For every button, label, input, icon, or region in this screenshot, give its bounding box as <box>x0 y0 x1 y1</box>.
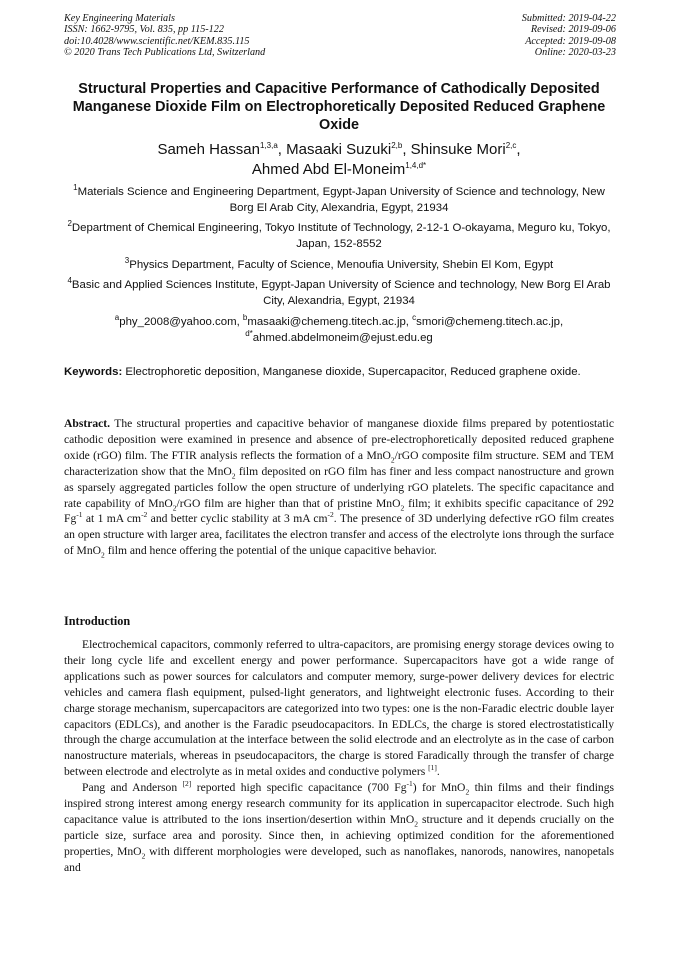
citation-link[interactable]: [1] <box>428 763 437 773</box>
keywords-label: Keywords: <box>64 366 123 378</box>
affiliation-4: $^4$Basic and Applied Sciences Institute, Egypt-Japan University of Science and technology, New Borg El Arab City, Alexandria, Egypt, 21934 <box>67 276 611 307</box>
email-link[interactable]: $^{d*}$ahmed.abdelmoneim@ejust.edu.eg <box>245 329 433 344</box>
affiliation-1: $^1$Materials Science and Engineering Department, Egypt-Japan University of Science and technology, New Borg El Arab City, Alexandria, Egypt, 21934 <box>73 183 605 214</box>
email-link[interactable]: $^a$phy_2008@yahoo.com, <box>114 313 243 328</box>
author: Masaaki Suzuki$^{2,b}$, <box>286 141 411 158</box>
copyright: © 2020 Trans Tech Publications Ltd, Switzerland <box>64 47 266 59</box>
paragraph: Pang and Anderson [2] reported high specific capacitance (700 $Fg^{-1}$) for MnO$_2$ thin films and their findings inspired strong interest among energy research community for its application in supercapacitor electrode. Such high capacitance value is attributed to the ions insertion/desertion within MnO$_2$ structure and it depends crucially on the particle size, surface area and porosity. Since then, in achieving optimized condition for the aforementioned properties, MnO$_2$ with different morphologies were developed, such as nanoflakes, nanorods, nanowires, nanopetals and <box>64 779 615 874</box>
submitted-date: Submitted: 2019-04-22 <box>521 13 616 24</box>
doi: doi:10.4028/www.scientific.net/KEM.835.115 <box>64 35 250 47</box>
citation-link[interactable]: [2] <box>182 779 192 789</box>
revised-date: Revised: 2019-09-06 <box>530 24 616 36</box>
journal-name: Key Engineering Materials <box>64 13 175 24</box>
dates-header <box>522 13 616 59</box>
affiliation-3: $^3$Physics Department, Faculty of Science, Menoufia University, Shebin El Kom, Egypt <box>124 256 554 271</box>
author-list <box>64 140 614 180</box>
paper-title: Structural Properties and Capacitive Performance of Cathodically Deposited Manganese Dioxide Film on Electrophoretically Deposited Reduced Graphene Oxide <box>72 81 606 133</box>
journal-header <box>64 13 265 59</box>
keywords <box>64 364 614 380</box>
keywords-text: Electrophoretic deposition, Manganese dioxide, Supercapacitor, Reduced graphene oxide. <box>125 366 581 378</box>
email-link[interactable]: $^c$smori@chemeng.titech.ac.jp, <box>412 313 564 328</box>
author: Ahmed Abd El-Moneim$^{1,4,d*}$ <box>251 161 427 178</box>
paragraph: Electrochemical capacitors, commonly referred to ultra-capacitors, are promising energy storage devices owing to their long cycle life and excellent energy and power performance. Supercapacitors have got a wide range of applications such as power sources for calculators and computer memory, surge-power delivery devices for electric vehicles and camera flash equipment, pulsed-light generators, and lightweight electronic fuses. According to their charge storage mechanism, supercapacitors are categorized into two types: one is the non-Faradic electric double layer capacitors (EDLCs), and another is the Faradic pseudocapacitors. In EDLCs, the charge is stored electrostatistically through the charge accumulation at the interface between the solid electrode and an electrolyte as in the case of carbon nanostructure materials, whereas in pseudocapacitors, the charge is stored Faradically through the transfer of charge between electrode and electrolyte as in metal oxides and conductive polymers [1]. <box>64 638 614 779</box>
accepted-date: Accepted: 2019-09-08 <box>525 35 616 47</box>
issn-volume: ISSN: 1662-9795, Vol. 835, pp 115-122 <box>64 24 224 36</box>
online-date: Online: 2020-03-23 <box>534 47 616 59</box>
author: Sameh Hassan$^{1,3,a}$, <box>157 141 287 158</box>
introduction-body <box>64 637 614 876</box>
email-list <box>64 314 614 346</box>
author: Shinsuke Mori$^{2,c}$, <box>410 141 521 158</box>
affiliation-2: $^2$Department of Chemical Engineering, Tokyo Institute of Technology, 2-12-1 O-okayama, Meguro ku, Tokyo, Japan, 152-8552 <box>67 219 611 250</box>
section-heading: Introduction <box>64 614 131 628</box>
abstract-label: Abstract. <box>64 417 111 430</box>
email-link[interactable]: $^b$masaaki@chemeng.titech.ac.jp, <box>242 313 413 328</box>
abstract: Abstract. The structural properties and capacitive behavior of manganese dioxide films prepared by potentiostatic cathodic deposition were examined in presence and absence of pre-electrophoretically deposited reduced graphene oxide (rGO) film. The FTIR analysis reflects the formation of a MnO$_2$/rGO composite film structure. SEM and TEM characterization show that the MnO$_2$ film deposited on rGO film has finer and less compact nanostructure and grown as sparsely aggregated particles follow the open structure of underlying rGO platelets. The specific capacitance and rate capability of MnO$_2$/rGO film are higher than that of pristine MnO$_2$ film; it exhibits specific capacitance of 292 $Fg^{-1}$ at 1 mA $cm^{-2}$ and better cyclic stability at 3 mA $cm^{-2}$. The presence of 3D underlying defective rGO film creates an open structure with larger area, facilitates the electron transfer and access of the electrolyte ions through the surface of MnO$_2$ film and hence offering the potential of the unique capacitive behavior. <box>64 417 614 560</box>
